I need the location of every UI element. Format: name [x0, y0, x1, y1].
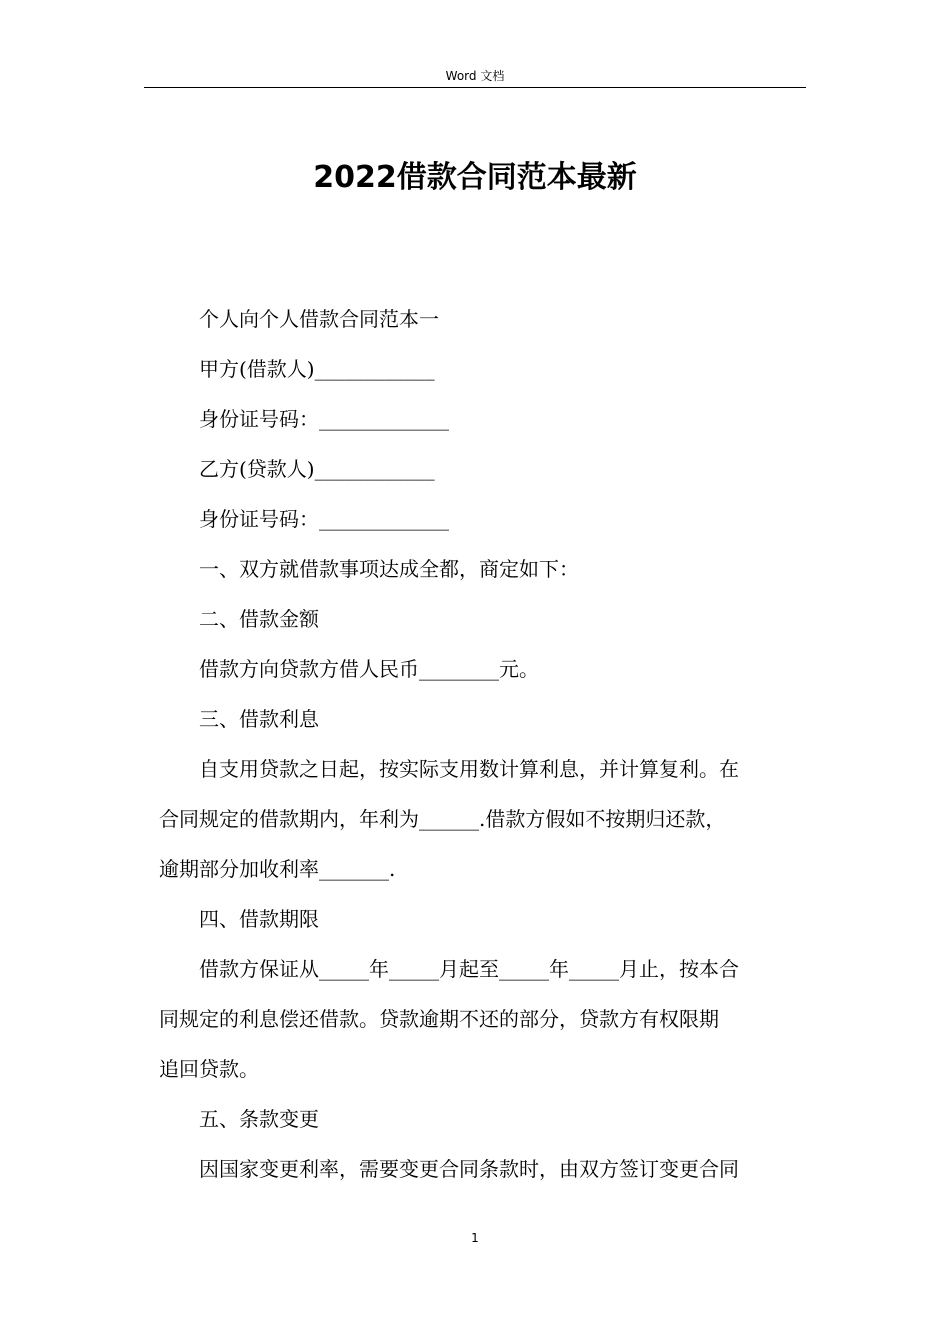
- text-line: 借款方保证从_____年_____月起至_____年_____月止，按本合: [199, 957, 739, 981]
- document-title: 2022借款合同范本最新: [313, 160, 637, 195]
- text-line: 追回贷款。: [159, 1057, 259, 1081]
- heading-clause-change: 五、条款变更: [199, 1107, 319, 1131]
- paragraph-party-b-id: 身份证号码：_____________: [199, 507, 449, 531]
- text-line: 逾期部分加收利率_______.: [159, 857, 396, 881]
- page-header: [0, 68, 950, 84]
- paragraph-party-a-id: 身份证号码：_____________: [199, 407, 449, 431]
- header-rule: [144, 87, 806, 88]
- text-line: 自支用贷款之日起，按实际支用数计算利息，并计算复利。在: [199, 757, 739, 781]
- paragraph-agreement: 一、双方就借款事项达成全都，商定如下：: [199, 557, 579, 581]
- heading-loan-interest: 三、借款利息: [199, 707, 319, 731]
- text-line: 合同规定的借款期内，年利为______.借款方假如不按期归还款，: [159, 807, 726, 831]
- paragraph-clause-change: [179, 1144, 805, 1194]
- text-line: 同规定的利息偿还借款。贷款逾期不还的部分，贷款方有权限期: [159, 1007, 719, 1031]
- paragraph-contract-name: 个人向个人借款合同范本一: [199, 307, 439, 331]
- paragraph-party-b: 乙方(贷款人)____________: [199, 457, 435, 481]
- document-body: [159, 294, 805, 1194]
- paragraph-loan-amount: 借款方向贷款方借人民币________元。: [199, 657, 539, 681]
- heading-loan-amount: 二、借款金额: [199, 607, 319, 631]
- page-number: 1: [471, 1231, 479, 1245]
- paragraph-loan-interest: [159, 744, 805, 894]
- text-line: 因国家变更利率，需要变更合同条款时，由双方签订变更合同: [199, 1157, 739, 1181]
- header-label: Word 文档: [445, 69, 505, 83]
- paragraph-loan-term: [159, 944, 805, 1094]
- paragraph-party-a: 甲方(借款人)____________: [199, 357, 435, 381]
- heading-loan-term: 四、借款期限: [199, 907, 319, 931]
